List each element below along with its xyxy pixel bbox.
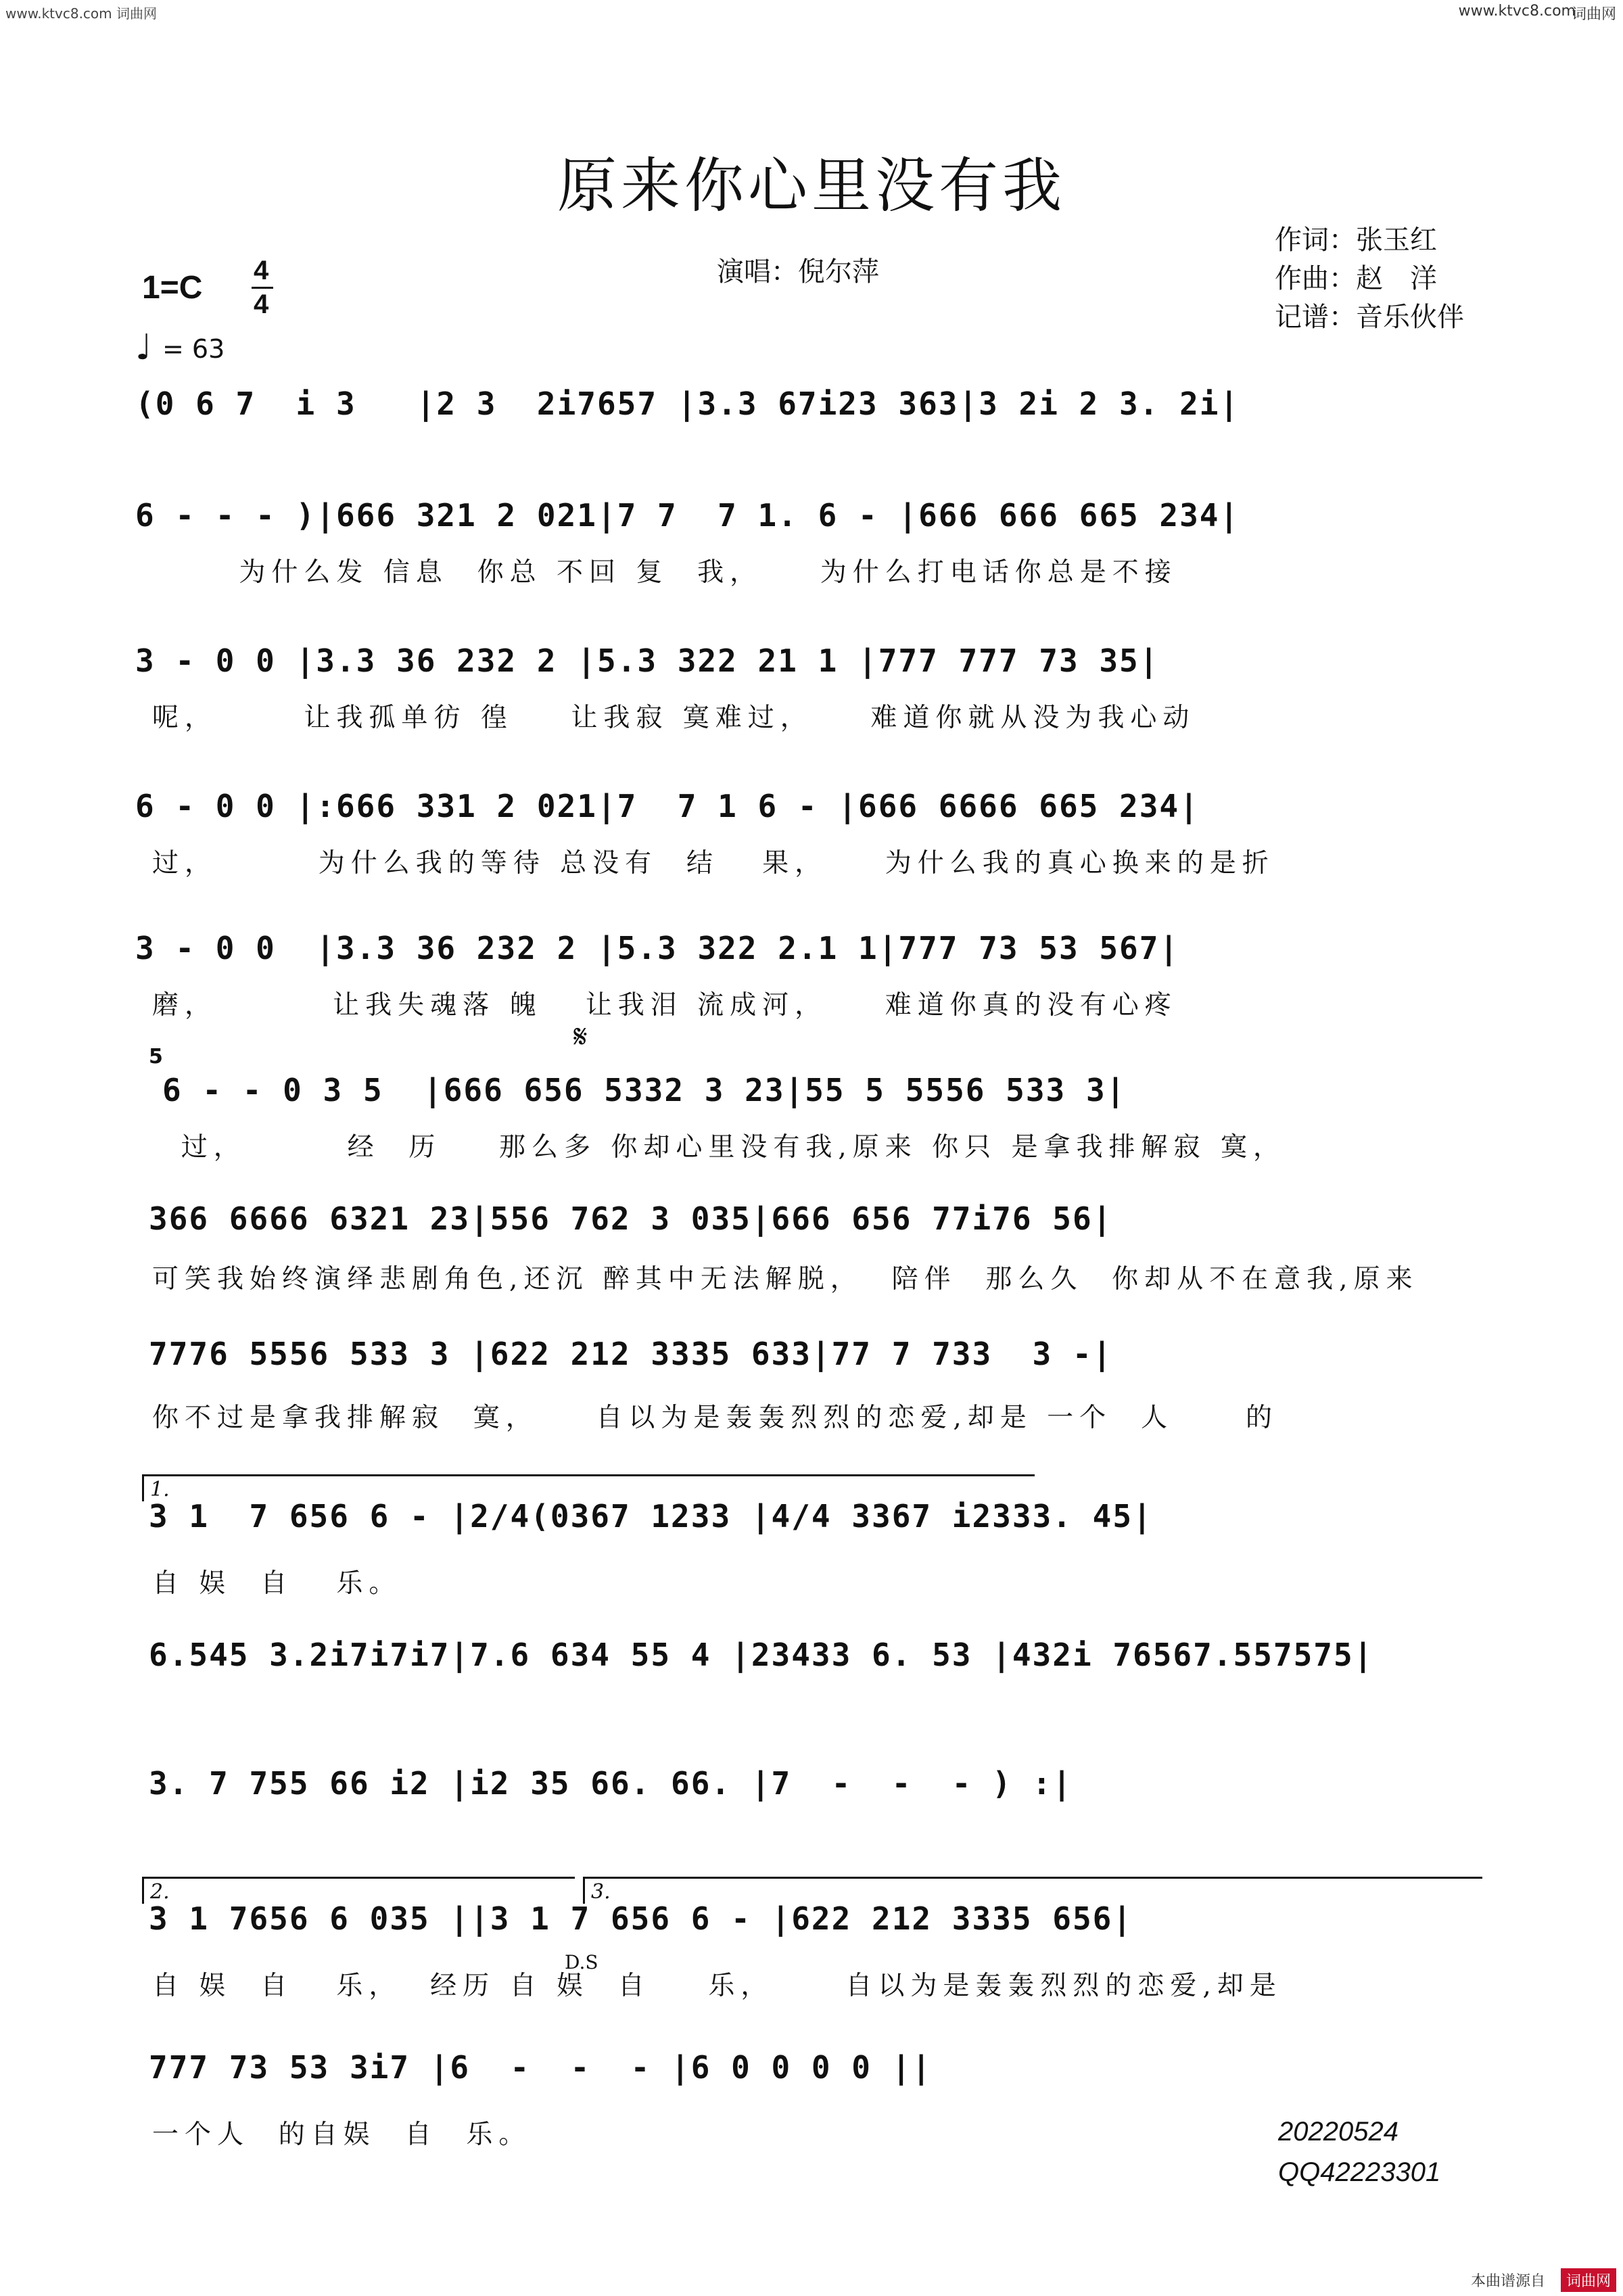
segno-icon: 𝄋 bbox=[573, 1018, 588, 1056]
singer: 演唱：倪尔萍 bbox=[717, 256, 879, 287]
transcriber: 记谱：音乐伙伴 bbox=[1275, 302, 1464, 333]
system-5 bbox=[135, 930, 1501, 991]
system-4 bbox=[135, 788, 1501, 849]
system-lyric: 可笑我始终演绎悲剧角色,还沉 醉其中无法解脱， 陪伴 那么久 你却从不在意我,原来 bbox=[152, 1264, 1419, 1294]
system-lyric: 呢， 让我孤单彷 徨 让我寂 寞难过， 难道你就从没为我心动 bbox=[152, 703, 1196, 733]
volta-3-line bbox=[583, 1877, 1482, 1879]
system-notes: 3 1 7656 6 035 ||3 1 7 656 6 - |622 212 3335 656| bbox=[149, 1900, 1133, 1937]
lyricist: 作词：张玉红 bbox=[1275, 225, 1437, 256]
system-lyric: 自 娱 自 乐， 经历 自 娱 自 乐， 自以为是轰轰烈烈的恋爱,却是 bbox=[152, 1971, 1282, 2001]
watermark-top-right-site: www.ktvc8.com bbox=[1458, 3, 1576, 20]
tempo-marking: = 63 bbox=[162, 334, 225, 364]
watermark-bottom-right-text: 本曲谱源自 bbox=[1470, 2273, 1545, 2290]
quarter-note-icon: ♩ bbox=[135, 327, 152, 368]
volta-2-hook bbox=[142, 1877, 144, 1904]
volta-3-hook bbox=[583, 1877, 585, 1904]
grace-note: 5 bbox=[149, 1045, 163, 1069]
song-title: 原来你心里没有我 bbox=[557, 151, 1066, 220]
time-signature-bottom: 4 bbox=[254, 289, 269, 319]
watermark-top-left: www.ktvc8.com 词曲网 bbox=[5, 5, 158, 22]
composer: 作曲：赵 洋 bbox=[1275, 263, 1437, 294]
volta-3-label: 3. bbox=[591, 1880, 611, 1904]
system-2 bbox=[135, 497, 1501, 558]
system-13 bbox=[135, 2049, 1501, 2110]
system-6 bbox=[135, 1072, 1501, 1133]
system-lyric: 磨， 让我失魂落 魄 让我泪 流成河， 难道你真的没有心疼 bbox=[152, 990, 1177, 1021]
system-lyric: 自 娱 自 乐。 bbox=[152, 1568, 402, 1599]
system-notes: 6 - - 0 3 5 |666 656 5332 3 23|55 5 5556 533 3| bbox=[162, 1072, 1127, 1108]
system-1 bbox=[135, 385, 1501, 446]
system-7 bbox=[135, 1200, 1501, 1261]
volta-2-label: 2. bbox=[150, 1880, 170, 1904]
system-notes: 6 - 0 0 |:666 331 2 021|7 7 1 6 - |666 6666 665 234| bbox=[135, 788, 1200, 824]
dal-segno-mark: D.S bbox=[565, 1951, 598, 1973]
system-lyric: 为什么发 信息 你总 不回 复 我， 为什么打电话你总是不接 bbox=[152, 557, 1177, 588]
system-lyric: 一个人 的自娱 自 乐。 bbox=[152, 2119, 532, 2150]
volta-2-line bbox=[142, 1877, 575, 1879]
time-signature-top: 4 bbox=[254, 256, 269, 285]
system-9 bbox=[135, 1498, 1501, 1559]
system-12 bbox=[135, 1900, 1501, 1961]
watermark-bottom-right-brand: 词曲网 bbox=[1561, 2268, 1616, 2292]
volta-1-hook bbox=[142, 1474, 144, 1501]
system-notes: 366 6666 6321 23|556 762 3 035|666 656 77i76 56| bbox=[149, 1200, 1113, 1237]
system-3 bbox=[135, 642, 1501, 703]
qq-number: QQ42223301 bbox=[1278, 2157, 1441, 2187]
system-11 bbox=[135, 1765, 1501, 1826]
system-notes: 6 - - - )|666 321 2 021|7 7 7 1. 6 - |666 666 665 234| bbox=[135, 497, 1240, 534]
system-lyric: 过， 经 历 那么多 你却心里没有我,原来 你只 是拿我排解寂 寞， bbox=[152, 1132, 1286, 1163]
system-8 bbox=[135, 1336, 1501, 1397]
system-notes: 3. 7 755 66 i2 |i2 35 66. 66. |7 - - - ) :| bbox=[149, 1765, 1073, 1802]
system-notes: 3 - 0 0 |3.3 36 232 2 |5.3 322 21 1 |777 777 73 35| bbox=[135, 642, 1160, 679]
system-notes: 7776 5556 533 3 |622 212 3335 633|77 7 733 3 -| bbox=[149, 1336, 1113, 1372]
system-notes: 777 73 53 3i7 |6 - - - |6 0 0 0 0 || bbox=[149, 2049, 933, 2086]
volta-1-label: 1. bbox=[150, 1478, 170, 1501]
date-stamp: 20220524 bbox=[1278, 2117, 1398, 2147]
system-notes: 3 1 7 656 6 - |2/4(0367 1233 |4/4 3367 i2333. 45| bbox=[149, 1498, 1153, 1534]
time-signature-line bbox=[252, 287, 273, 289]
watermark-top-right-brand: 词曲网 bbox=[1571, 6, 1616, 23]
system-lyric: 你不过是拿我排解寂 寞， 自以为是轰轰烈烈的恋爱,却是 一个 人 的 bbox=[152, 1403, 1278, 1433]
key-signature: 1=C bbox=[142, 270, 203, 306]
system-lyric: 过， 为什么我的等待 总没有 结 果， 为什么我的真心换来的是折 bbox=[152, 848, 1275, 878]
system-notes: 6.545 3.2i7i7i7|7.6 634 55 4 |23433 6. 53 |432i 76567.557575| bbox=[149, 1637, 1374, 1673]
system-notes: 3 - 0 0 |3.3 36 232 2 |5.3 322 2.1 1|777 73 53 567| bbox=[135, 930, 1180, 966]
volta-1-line bbox=[142, 1474, 1035, 1476]
system-notes: (0 6 7 i 3 |2 3 2i7657 |3.3 67i23 363|3 2i 2 3. 2i| bbox=[135, 385, 1240, 422]
system-10 bbox=[135, 1637, 1501, 1697]
